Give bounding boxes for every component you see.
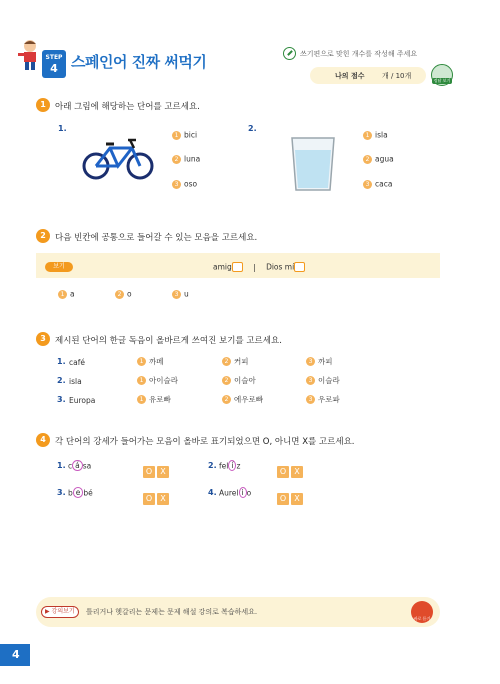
- q4-item2: 2. fel í z: [208, 461, 241, 471]
- score-label: 나의 점수: [335, 72, 365, 80]
- q2-option1[interactable]: 1 a: [58, 289, 75, 299]
- q3-row3-option2[interactable]: 2 에우로빠: [222, 394, 263, 405]
- q3-row2-option1[interactable]: 1 아이슬라: [137, 375, 178, 386]
- blank-box: [294, 262, 305, 272]
- bicycle-image: [82, 132, 154, 186]
- glass-of-water-image: [290, 136, 336, 196]
- x-choice[interactable]: X: [291, 466, 303, 478]
- q3-number: 3: [36, 332, 50, 346]
- play-button-label[interactable]: 바로 듣기: [413, 616, 431, 621]
- blank-box: [232, 262, 243, 272]
- q3-row1-word: café: [69, 358, 85, 367]
- q4-item3-choices: [143, 486, 171, 505]
- q1-item2-option1[interactable]: 1 isla: [363, 130, 388, 140]
- q4-number: 4: [36, 433, 50, 447]
- q2-option2[interactable]: 2 o: [115, 289, 132, 299]
- q4-item1: 1. c á sa: [57, 461, 92, 471]
- q4-item2-choices: [277, 459, 305, 478]
- o-choice[interactable]: O: [143, 466, 155, 478]
- q1-item1-label: 1.: [58, 124, 67, 133]
- q4-item1-choices: [143, 459, 171, 478]
- o-choice[interactable]: O: [277, 493, 289, 505]
- q1-item1-option2[interactable]: 2 luna: [172, 154, 200, 164]
- accent-letter-box: e: [73, 487, 84, 498]
- pencil-icon: [283, 47, 296, 60]
- bogi-separator: |: [253, 262, 256, 272]
- q3-row2-option2[interactable]: 2 이슬아: [222, 375, 256, 386]
- bogi-word2: Dios mí: [266, 262, 295, 272]
- q3-row2-option3[interactable]: 3 이슬라: [306, 375, 340, 386]
- q4-item4-choices: [277, 486, 305, 505]
- q1-item2-option2[interactable]: 2 agua: [363, 154, 394, 164]
- x-choice[interactable]: X: [291, 493, 303, 505]
- step-number: 4: [50, 62, 58, 75]
- q2-number: 2: [36, 229, 50, 243]
- q2-text: 다음 빈칸에 공통으로 들어갈 수 있는 모음을 고르세요.: [55, 233, 258, 243]
- step-label: STEP: [45, 54, 63, 61]
- q1-item2-option3[interactable]: 3 caca: [363, 179, 392, 189]
- q3-row1-option1[interactable]: 1 까페: [137, 356, 164, 367]
- q4-text: 각 단어의 강세가 들어가는 모음이 올바로 표기되었으면 O, 아니면 X를 고르세요.: [55, 437, 355, 447]
- o-choice[interactable]: O: [277, 466, 289, 478]
- q3-row2-label: 2.: [57, 376, 66, 385]
- q1-text: 아래 그림에 해당하는 단어를 고르세요.: [55, 102, 200, 112]
- mascot-illustration: [18, 38, 42, 72]
- bogi-tag: 보기: [45, 262, 73, 272]
- q1-item2-label: 2.: [248, 124, 257, 133]
- q3-row3-word: Europa: [69, 396, 96, 405]
- answer-button-label[interactable]: 정답 보기: [433, 78, 451, 83]
- lecture-label: 강의보기: [51, 608, 75, 615]
- page-number: 4: [0, 644, 30, 666]
- q1-item1-option1[interactable]: 1 bici: [172, 130, 197, 140]
- accent-letter-box: á: [72, 460, 83, 471]
- bogi-word1: amig: [213, 262, 232, 272]
- q3-row1-label: 1.: [57, 357, 66, 366]
- x-choice[interactable]: X: [157, 493, 169, 505]
- q3-row1-option2[interactable]: 2 커피: [222, 356, 249, 367]
- q3-row2-word: isla: [69, 377, 82, 386]
- step-badge: [42, 50, 66, 78]
- q2-option3[interactable]: 3 u: [172, 289, 189, 299]
- q4-item3: 3. b e bé: [57, 488, 93, 498]
- q3-row1-option3[interactable]: 3 까피: [306, 356, 333, 367]
- score-instruction: 쓰기편으로 맞힌 개수를 작성해 주세요: [300, 50, 418, 58]
- score-unit[interactable]: 개 / 10개: [382, 72, 412, 80]
- q4-item4: 4. Aurel i o: [208, 488, 252, 498]
- page-title: 스페인어 진짜 써먹기: [71, 53, 207, 71]
- q3-row3-option3[interactable]: 3 우로파: [306, 394, 340, 405]
- x-choice[interactable]: X: [157, 466, 169, 478]
- footer-text: 틀리거나 헷갈리는 문제는 문제 해설 강의로 복습하세요.: [86, 608, 258, 616]
- q3-text: 제시된 단어의 한글 독음이 올바르게 쓰여진 보기를 고르세요.: [55, 336, 282, 346]
- o-choice[interactable]: O: [143, 493, 155, 505]
- accent-letter-box: í: [228, 460, 236, 471]
- accent-letter-box: i: [239, 487, 247, 498]
- q3-row3-option1[interactable]: 1 유로빠: [137, 394, 171, 405]
- q1-number: 1: [36, 98, 50, 112]
- lecture-button[interactable]: ▶ 강의보기: [41, 606, 79, 618]
- q3-row3-label: 3.: [57, 395, 66, 404]
- q1-item1-option3[interactable]: 3 oso: [172, 179, 197, 189]
- bogi-content: [213, 262, 305, 272]
